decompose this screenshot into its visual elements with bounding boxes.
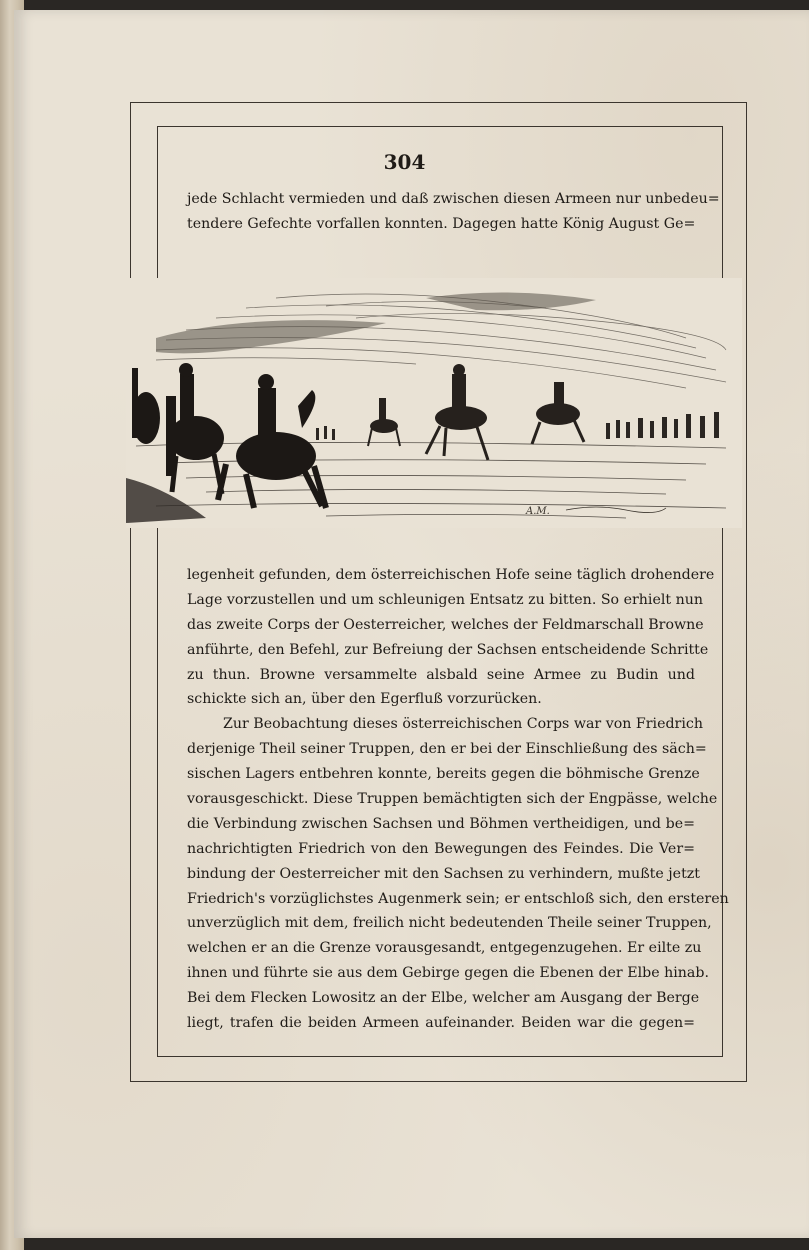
text-line: Zur Beobachtung dieses österreichischen Corps war von Friedrich bbox=[223, 716, 703, 733]
text-line: zu thun. Browne versammelte alsbald seine Armee zu Budin und bbox=[187, 666, 695, 683]
bottom-text-block bbox=[187, 563, 729, 1036]
top-text-block bbox=[187, 187, 720, 237]
text-line: unverzüglich mit dem, freilich nicht bedeutenden Theile seiner Truppen, bbox=[187, 915, 712, 932]
text-line: die Verbindung zwischen Sachsen und Böhmen vertheidigen, und be= bbox=[187, 815, 695, 832]
text-line: bindung der Oesterreicher mit den Sachsen zu verhindern, mußte jetzt bbox=[187, 865, 700, 882]
text-line: das zweite Corps der Oesterreicher, welches der Feldmarschall Browne bbox=[187, 616, 704, 633]
text-line: ihnen und führte sie aus dem Gebirge gegen die Ebenen der Elbe hinab. bbox=[187, 965, 709, 982]
text-line: liegt, trafen die beiden Armeen aufeinander. Beiden war die gegen= bbox=[187, 1015, 695, 1032]
page-number: 304 bbox=[383, 150, 426, 174]
text-line: schickte sich an, über den Egerfluß vorzurücken. bbox=[187, 691, 542, 708]
text-line: jede Schlacht vermieden und daß zwischen diesen Armeen nur unbedeu= bbox=[187, 191, 720, 207]
cavalry-engraving-illustration bbox=[126, 278, 742, 528]
text-line: anführte, den Befehl, zur Befreiung der Sachsen entscheidende Schritte bbox=[187, 641, 709, 658]
text-line: Lage vorzustellen und um schleunigen Entsatz zu bitten. So erhielt nun bbox=[187, 591, 704, 608]
text-line: Friedrich's vorzüglichstes Augenmerk sein; er entschloß sich, den ersteren bbox=[187, 890, 729, 907]
text-line: sischen Lagers entbehren konnte, bereits gegen die böhmische Grenze bbox=[187, 766, 700, 783]
text-line: Bei dem Flecken Lowositz an der Elbe, welcher am Ausgang der Berge bbox=[187, 990, 700, 1007]
illustration-signature: A.M. bbox=[526, 506, 550, 517]
text-line: welchen er an die Grenze vorausgesandt, entgegenzugehen. Er eilte zu bbox=[187, 940, 702, 957]
text-line: vorausgeschickt. Diese Truppen bemächtigten sich der Engpässe, welche bbox=[187, 791, 718, 808]
text-line: derjenige Theil seiner Truppen, den er bei der Einschließung des säch= bbox=[187, 741, 707, 758]
text-line: nachrichtigten Friedrich von den Bewegungen des Feindes. Die Ver= bbox=[187, 840, 695, 857]
text-line: tendere Gefechte vorfallen konnten. Dagegen hatte König August Ge= bbox=[187, 215, 696, 232]
text-line: legenheit gefunden, dem österreichischen Hofe seine täglich drohendere bbox=[187, 567, 715, 583]
